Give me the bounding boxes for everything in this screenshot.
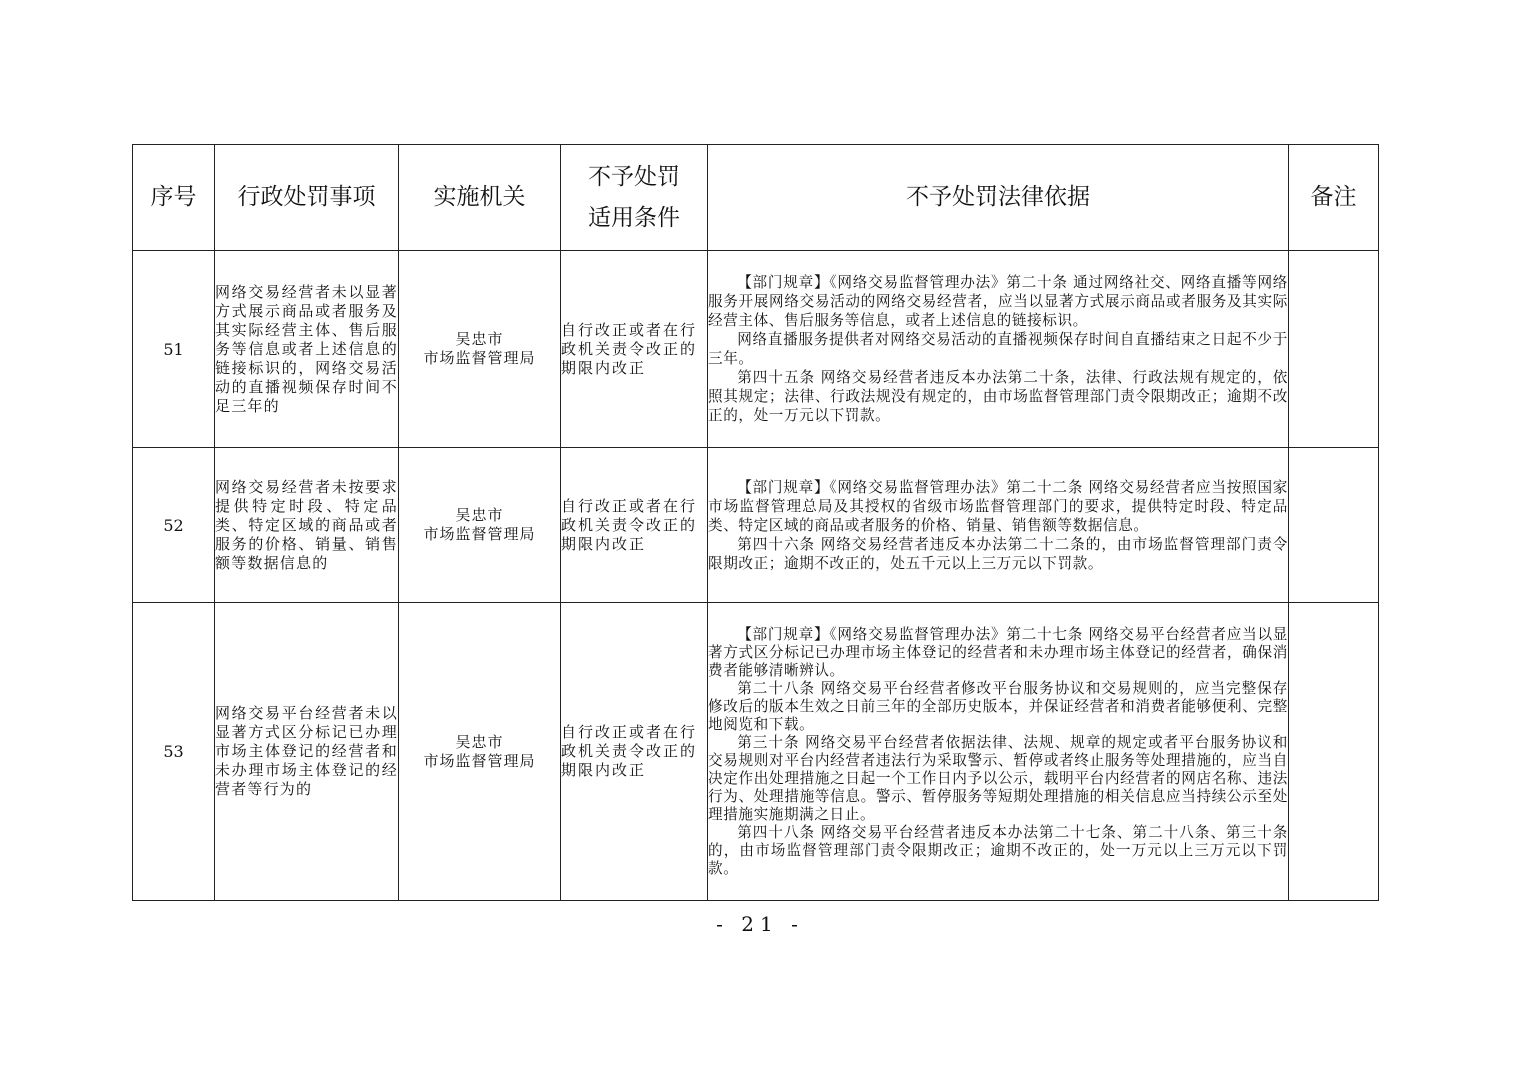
basis-paragraph: 第二十八条 网络交易平台经营者修改平台服务协议和交易规则的，应当完整保存修改后的版本生效之日前三年的全部历史版本，并保证经营者和消费者能够便利、完整地阅览和下载。	[708, 679, 1288, 733]
basis-paragraph: 第三十条 网络交易平台经营者依据法律、法规、规章的规定或者平台服务协议和交易规则对平台内经营者违法行为采取警示、暂停或者终止服务等处理措施的，应当自决定作出处理措施之日起一个工作日内予以公示，载明平台内经营者的网店名称、违法行为、处理措施等信息。警示、暂停服务等短期处理措施的相关信息应当持续公示至处理措施实施期满之日止。	[708, 733, 1288, 823]
row-org	[399, 448, 561, 603]
row-note	[1289, 448, 1379, 603]
header-condition-line1: 不予处罚	[588, 164, 680, 191]
org-line2: 市场监督管理局	[423, 525, 536, 543]
org-line1: 吴忠市	[455, 330, 504, 348]
org-line2: 市场监督管理局	[423, 349, 536, 367]
basis-paragraph: 第四十八条 网络交易平台经营者违反本办法第二十七条、第二十八条、第三十条的，由市场监督管理部门责令限期改正；逾期不改正的，处一万元以上三万元以下罚款。	[708, 823, 1288, 877]
row-seq: 51	[133, 251, 215, 448]
header-condition	[561, 145, 708, 251]
row-item: 网络交易经营者未以显著方式展示商品或者服务及其实际经营主体、售后服务等信息或者上述信息的链接标识的，网络交易活动的直播视频保存时间不足三年的	[215, 251, 399, 448]
table-row	[133, 603, 1379, 901]
row-basis	[708, 251, 1289, 448]
header-org: 实施机关	[399, 145, 561, 251]
basis-paragraph: 第四十六条 网络交易经营者违反本办法第二十二条的，由市场监督管理部门责令限期改正；逾期不改正的，处五千元以上三万元以下罚款。	[708, 535, 1288, 572]
table-row	[133, 448, 1379, 603]
basis-paragraph: 第四十五条 网络交易经营者违反本办法第二十条，法律、行政法规有规定的，依照其规定；法律、行政法规没有规定的，由市场监督管理部门责令限期改正；逾期不改正的，处一万元以下罚款。	[708, 369, 1288, 424]
basis-paragraph: 【部门规章】《网络交易监督管理办法》第二十七条 网络交易平台经营者应当以显著方式区分标记已办理市场主体登记的经营者和未办理市场主体登记的经营者，确保消费者能够清晰辨认。	[708, 625, 1288, 679]
row-condition: 自行改正或者在行政机关责令改正的期限内改正	[561, 448, 708, 603]
org-line1: 吴忠市	[455, 506, 504, 524]
penalty-exemption-table	[132, 144, 1379, 901]
basis-paragraph: 网络直播服务提供者对网络交易活动的直播视频保存时间自直播结束之日起不少于三年。	[708, 331, 1288, 367]
basis-paragraph: 【部门规章】《网络交易监督管理办法》第二十二条 网络交易经营者应当按照国家市场监督管理总局及其授权的省级市场监督管理部门的要求，提供特定时段、特定品类、特定区域的商品或者服务的价格、销量、销售额等数据信息。	[708, 478, 1288, 534]
header-seq: 序号	[133, 145, 215, 251]
header-note: 备注	[1289, 145, 1379, 251]
page-number: - 21 -	[716, 912, 804, 936]
org-line1: 吴忠市	[455, 732, 504, 751]
row-basis	[708, 448, 1289, 603]
row-basis	[708, 603, 1289, 901]
row-item: 网络交易经营者未按要求提供特定时段、特定品类、特定区域的商品或者服务的价格、销量、销售额等数据信息的	[215, 448, 399, 603]
table-row	[133, 251, 1379, 448]
row-note	[1289, 603, 1379, 901]
basis-paragraph: 【部门规章】《网络交易监督管理办法》第二十条 通过网络社交、网络直播等网络服务开展网络交易活动的网络交易经营者，应当以显著方式展示商品或者服务及其实际经营主体、售后服务等信息，或者上述信息的链接标识。	[708, 274, 1288, 329]
header-condition-line2: 适用条件	[588, 204, 680, 231]
row-item: 网络交易平台经营者未以显著方式区分标记已办理市场主体登记的经营者和未办理市场主体登记的经营者等行为的	[215, 603, 399, 901]
row-seq: 53	[133, 603, 215, 901]
header-row	[133, 145, 1379, 251]
row-seq: 52	[133, 448, 215, 603]
row-condition: 自行改正或者在行政机关责令改正的期限内改正	[561, 603, 708, 901]
row-note	[1289, 251, 1379, 448]
row-org	[399, 603, 561, 901]
row-condition: 自行改正或者在行政机关责令改正的期限内改正	[561, 251, 708, 448]
org-line2: 市场监督管理局	[423, 751, 536, 770]
row-org	[399, 251, 561, 448]
header-item: 行政处罚事项	[215, 145, 399, 251]
header-basis: 不予处罚法律依据	[708, 145, 1289, 251]
